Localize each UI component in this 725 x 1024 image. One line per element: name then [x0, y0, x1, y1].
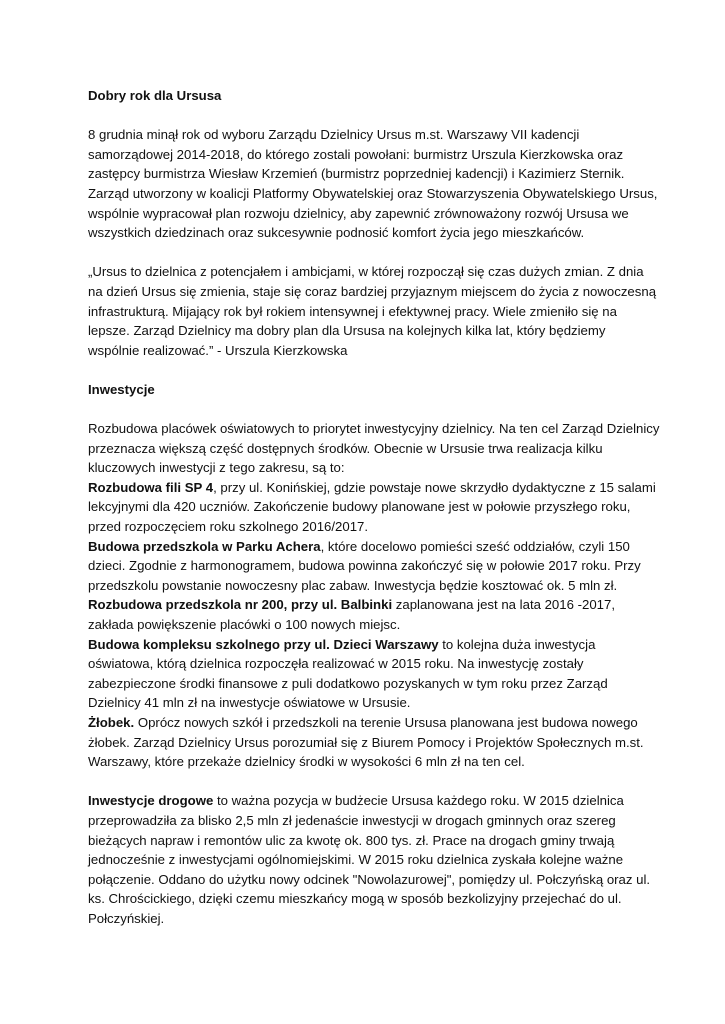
investment-item-text: , przy ul. Konińskiej, gdzie powstaje nowe skrzydło dydaktyczne z 15 salami lekcyjnymi dla 420 uczniów. Zakończenie budowy planowane jest w połowie przyszłego roku, przed rozpoczęciem roku szkolnego 2016/2017. [88, 479, 656, 535]
investment-item-text: to kolejna duża inwestycja oświatowa, którą dzielnica rozpoczęła realizować w 2015 roku. Na inwestycję zostały zabezpieczone środki finansowe z puli dodatkowo pozyskanych w tym roku przez Zarząd Dzielnicy 41 mln zł na inwestycje oświatowe w Ursusie. [88, 636, 608, 711]
roads-paragraph [88, 791, 660, 928]
document-page [88, 86, 660, 929]
investment-item [88, 713, 660, 772]
investment-item-title: Rozbudowa przedszkola nr 200, przy ul. Balbinki [88, 597, 393, 613]
investment-item-text: , które docelowo pomieści sześć oddziałów, czyli 150 dzieci. Zgodnie z harmonogramem, budowa powinna zakończyć się w połowie 2017 roku. Przy przedszkolu powstanie nowoczesny plac zabaw. Inwestycja będzie kosztować ok. 5 mln zł. [88, 538, 641, 593]
roads-title: Inwestycje drogowe [88, 793, 214, 809]
investment-item-title: Żłobek. [88, 715, 135, 730]
intro-paragraph: 8 grudnia minął rok od wyboru Zarządu Dzielnicy Ursus m.st. Warszawy VII kadencji samorządowej 2014-2018, do którego zostali powołani: burmistrz Urszula Kierzkowska oraz zastępcy burmistrza Wiesław Krzemień (burmistrz poprzedniej kadencji) i Kazimierz Sternik. Zarząd utworzony w koalicji Platformy Obywatelskiej oraz Stowarzyszenia Obywatelskiego Ursus, wspólnie wypracował plan rozwoju dzielnicy, aby zapewnić zrównoważony rozwój Ursusa we wszystkich dziedzinach oraz sukcesywnie podnosić komfort życia jego mieszkańców. [88, 127, 658, 241]
quote-paragraph: „Ursus to dzielnica z potencjałem i ambicjami, w której rozpoczął się czas dużych zmian. Z dnia na dzień Ursus się zmienia, staje się coraz bardziej przyjaznym miejscem do życia z nowoczesną infrastrukturą. Mijający rok był rokiem intensywnej i efektywnej pracy. Wiele zmieniło się na lepsze. Zarząd Dzielnicy ma dobry plan dla Ursusa na kolejnych kilka lat, który będziemy wspólnie realizować.” - Urszula Kierzkowska [88, 264, 657, 358]
investment-item-text: Oprócz nowych szkół i przedszkoli na terenie Ursusa planowana jest budowa nowego żłobek. Zarząd Dzielnicy Ursus porozumiał się z Biurem Pomocy i Projektów Społecznych m.st. Warszawy, które przekaże dzielnicy środki w wysokości 6 mln zł na ten cel. [88, 715, 644, 770]
investment-item [88, 537, 660, 596]
investment-item-text: zaplanowana jest na lata 2016 -2017, zakłada powiększenie placówki o 100 nowych miejsc. [88, 597, 615, 633]
investment-item [88, 635, 660, 713]
investment-item [88, 478, 660, 537]
roads-text: to ważna pozycja w budżecie Ursusa każdego roku. W 2015 dzielnica przeprowadziła za blisko 2,5 mln zł jedenaście inwestycji w drogach gminnych oraz szereg bieżących napraw i remontów ulic za kwotę ok. 800 tys. zł. Prace na drogach gminy trwają jednocześnie z inwestycjami ogólnomiejskimi. W 2015 roku dzielnica zyskała kolejne ważne połączenie. Oddano do użytku nowy odcinek "Nowolazurowej", pomiędzy ul. Połczyńską oraz ul. ks. Chrościckiego, dzięki czemu mieszkańcy mogą w sposób bezkolizyjny przejechać do ul. Połczyńskiej. [88, 793, 651, 926]
investment-item-title: Budowa kompleksu szkolnego przy ul. Dzieci Warszawy [88, 636, 439, 652]
document-title: Dobry rok dla Ursusa [88, 88, 222, 103]
investment-item-title: Budowa przedszkola w Parku Achera [88, 538, 321, 554]
investment-item-title: Rozbudowa fili SP 4 [88, 479, 214, 495]
investments-section [88, 419, 660, 772]
investments-lead: Rozbudowa placówek oświatowych to priorytet inwestycyjny dzielnicy. Na ten cel Zarząd Dzielnicy przeznacza większą część dostępnych środków. Obecnie w Ursusie trwa realizacja kilku kluczowych inwestycji z tego zakresu, są to: [88, 421, 660, 476]
section-heading-investments: Inwestycje [88, 381, 155, 397]
investment-item [88, 595, 660, 634]
